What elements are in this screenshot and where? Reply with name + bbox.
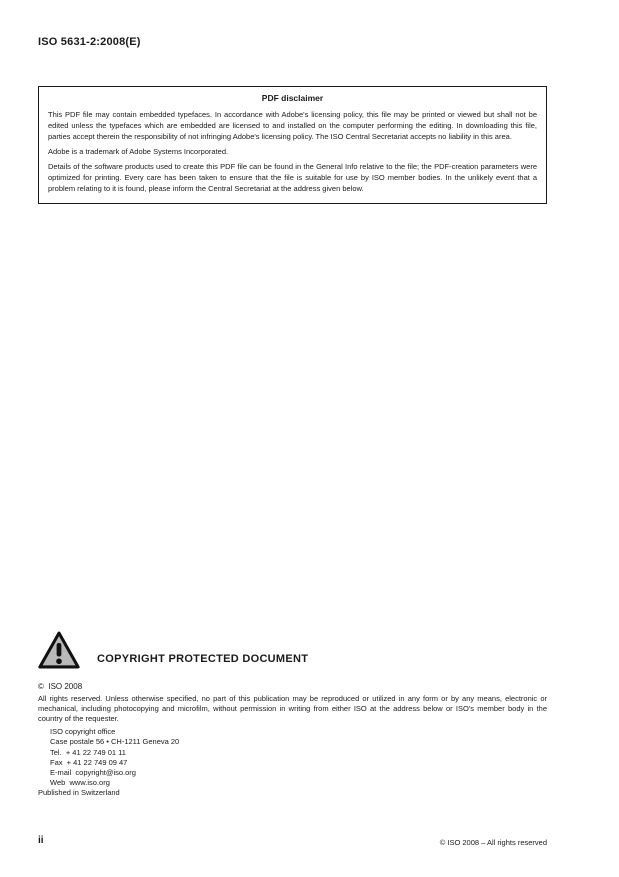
page-number: ii bbox=[38, 835, 44, 846]
pdf-disclaimer-box bbox=[38, 86, 547, 204]
rights-paragraph: All rights reserved. Unless otherwise specified, no part of this publication may be reproduced or utilized in any form or by any means, electronic or mechanical, including photocopying and microfilm, without permission in writing from either ISO at the address below or ISO's member body in the country of the requester. bbox=[38, 694, 547, 723]
warning-triangle-icon bbox=[37, 630, 81, 670]
footer-copyright: © ISO 2008 – All rights reserved bbox=[439, 838, 547, 847]
address-line-tel: Tel. + 41 22 749 01 11 bbox=[50, 747, 126, 757]
disclaimer-paragraph: Details of the software products used to create this PDF file can be found in the General Info relative to the file; the PDF-creation parameters were optimized for printing. Every care has been taken to ensure that the file is suitable for use by ISO member bodies. In the unlikely event that a problem relating to it is found, please inform the Central Secretariat at the address given below. bbox=[48, 162, 537, 193]
address-line-postal: Case postale 56 • CH-1211 Geneva 20 bbox=[50, 737, 180, 747]
copyright-heading: COPYRIGHT PROTECTED DOCUMENT bbox=[97, 653, 309, 665]
disclaimer-title: PDF disclaimer bbox=[261, 93, 324, 103]
disclaimer-paragraph: Adobe is a trademark of Adobe Systems Incorporated. bbox=[48, 147, 229, 156]
disclaimer-paragraph: This PDF file may contain embedded typefaces. In accordance with Adobe's licensing policy, this file may be printed or viewed but shall not be edited unless the typefaces which are embedded are licensed to and installed on the computer performing the editing. In downloading this file, parties accept therein the responsibility of not infringing Adobe's licensing policy. The ISO Central Secretariat accepts no liability in this area. bbox=[48, 110, 537, 141]
address-block bbox=[50, 727, 179, 789]
document-reference: ISO 5631-2:2008(E) bbox=[38, 36, 141, 48]
published-line: Published in Switzerland bbox=[38, 788, 120, 797]
address-line-email: E-mail copyright@iso.org bbox=[50, 768, 136, 778]
address-line-office: ISO copyright office bbox=[50, 727, 116, 736]
copyright-year-line: © ISO 2008 bbox=[38, 682, 83, 691]
address-line-web: Web www.iso.org bbox=[50, 778, 110, 788]
address-line-fax: Fax + 41 22 749 09 47 bbox=[50, 757, 128, 767]
